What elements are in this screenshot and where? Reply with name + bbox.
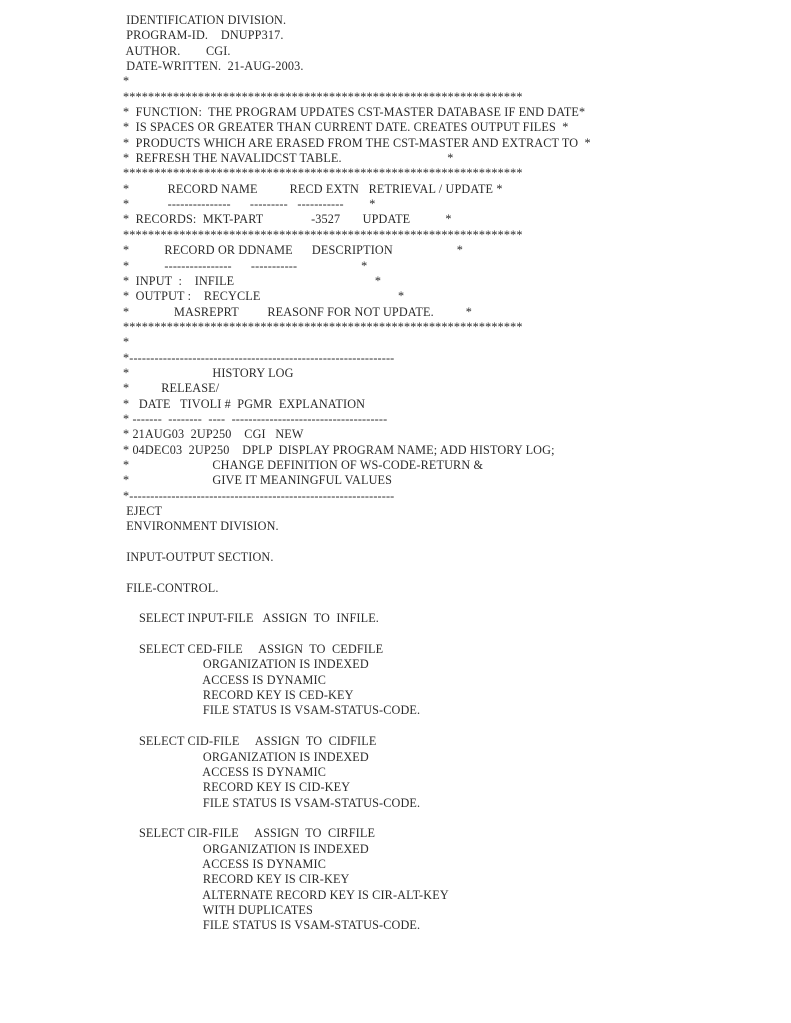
source-line: WITH DUPLICATES (123, 902, 313, 917)
source-line: ACCESS IS DYNAMIC (123, 856, 327, 871)
source-line: SELECT CED-FILE ASSIGN TO CEDFILE (123, 642, 384, 657)
source-line: ACCESS IS DYNAMIC (123, 764, 327, 779)
source-line: ORGANIZATION IS INDEXED (123, 841, 369, 856)
source-line: * (123, 74, 130, 89)
source-line (123, 596, 591, 611)
source-line: * INPUT : INFILE * (123, 273, 382, 288)
source-line: * OUTPUT : RECYCLE * (123, 289, 405, 304)
source-line: * ---------------- ----------- * (123, 258, 368, 273)
source-line: ENVIRONMENT DIVISION. (123, 519, 279, 534)
source-line: ORGANIZATION IS INDEXED (123, 749, 369, 764)
source-line: * (123, 335, 130, 350)
source-line (123, 719, 591, 734)
source-line: * 21AUG03 2UP250 CGI NEW (123, 427, 304, 442)
source-line: ALTERNATE RECORD KEY IS CIR-ALT-KEY (123, 887, 449, 902)
source-line: * ------- -------- ---- ------------------------------------- (123, 411, 388, 426)
source-line: **************************************************************** (123, 89, 523, 104)
source-line: PROGRAM-ID. DNUPP317. (123, 28, 284, 43)
source-line: FILE STATUS IS VSAM-STATUS-CODE. (123, 795, 421, 810)
source-line: ACCESS IS DYNAMIC (123, 672, 327, 687)
source-line: * RELEASE/ (123, 381, 220, 396)
source-line: RECORD KEY IS CIR-KEY (123, 872, 350, 887)
source-line: **************************************************************** (123, 319, 523, 334)
source-line: AUTHOR. CGI. (123, 43, 231, 58)
source-line: * DATE TIVOLI # PGMR EXPLANATION (123, 396, 366, 411)
source-line: * CHANGE DEFINITION OF WS-CODE-RETURN & (123, 457, 484, 472)
source-line (123, 627, 591, 642)
source-line: RECORD KEY IS CID-KEY (123, 780, 351, 795)
source-line (123, 565, 591, 580)
source-line: **************************************************************** (123, 227, 523, 242)
source-line: ORGANIZATION IS INDEXED (123, 657, 369, 672)
source-line: *--------------------------------------------------------------- (123, 350, 395, 365)
source-line: *--------------------------------------------------------------- (123, 488, 395, 503)
source-line: * REFRESH THE NAVALIDCST TABLE. * (123, 151, 454, 166)
source-line: INPUT-OUTPUT SECTION. (123, 550, 274, 565)
source-line: * FUNCTION: THE PROGRAM UPDATES CST-MASTER DATABASE IF END DATE* (123, 105, 586, 120)
source-line: SELECT INPUT-FILE ASSIGN TO INFILE. (123, 611, 380, 626)
source-line: SELECT CIR-FILE ASSIGN TO CIRFILE (123, 826, 376, 841)
source-line: **************************************************************** (123, 166, 523, 181)
source-line: FILE STATUS IS VSAM-STATUS-CODE. (123, 918, 421, 933)
source-line: * RECORD OR DDNAME DESCRIPTION * (123, 243, 463, 258)
source-line: FILE-CONTROL. (123, 580, 219, 595)
source-line: * RECORD NAME RECD EXTN RETRIEVAL / UPDATE * (123, 181, 503, 196)
source-line: * HISTORY LOG (123, 365, 294, 380)
source-line: * GIVE IT MEANINGFUL VALUES (123, 473, 393, 488)
source-line: * IS SPACES OR GREATER THAN CURRENT DATE. CREATES OUTPUT FILES * (123, 120, 569, 135)
source-line: * PRODUCTS WHICH ARE ERASED FROM THE CST-MASTER AND EXTRACT TO * (123, 135, 591, 150)
source-line: DATE-WRITTEN. 21-AUG-2003. (123, 59, 304, 74)
source-line: SELECT CID-FILE ASSIGN TO CIDFILE (123, 734, 377, 749)
source-line (123, 535, 591, 550)
cobol-source-listing (123, 13, 591, 934)
source-line: RECORD KEY IS CED-KEY (123, 688, 354, 703)
source-line: * 04DEC03 2UP250 DPLP DISPLAY PROGRAM NAME; ADD HISTORY LOG; (123, 442, 555, 457)
source-line: EJECT (123, 504, 163, 518)
source-line: FILE STATUS IS VSAM-STATUS-CODE. (123, 703, 421, 718)
source-line: * RECORDS: MKT-PART -3527 UPDATE * (123, 212, 452, 227)
source-line: IDENTIFICATION DIVISION. (123, 13, 287, 27)
source-line (123, 811, 591, 826)
source-line: * --------------- --------- ----------- * (123, 197, 376, 212)
source-line: * MASREPRT REASONF FOR NOT UPDATE. * (123, 304, 472, 319)
